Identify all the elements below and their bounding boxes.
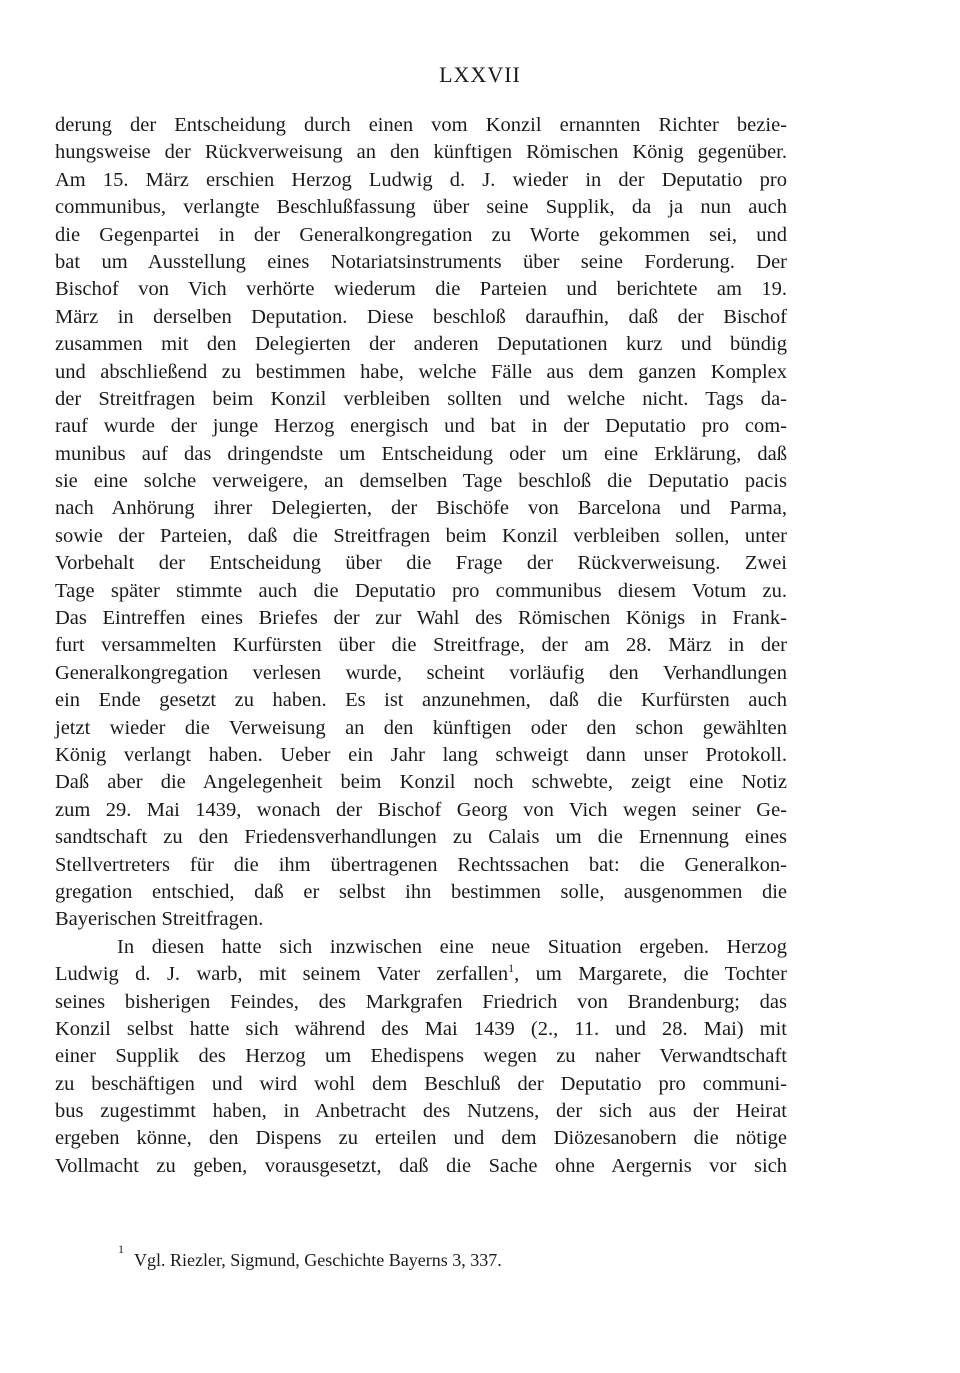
text-line: bat um Ausstellung eines Notariatsinstruments über seine Forderung. Der	[55, 250, 787, 273]
text-fragment: Ludwig d. J. warb, mit seinem Vater zerfallen	[55, 963, 509, 986]
text-line: Vorbehalt der Entscheidung über die Frage der Rückverweisung. Zwei	[55, 552, 787, 575]
text-line: seines bisherigen Feindes, des Markgrafen Friedrich von Brandenburg; das	[55, 990, 787, 1013]
text-line: ein Ende gesetzt zu haben. Es ist anzunehmen, daß die Kurfürsten auch	[55, 689, 787, 712]
text-line: hungsweise der Rückverweisung an den künftigen Römischen König gegenüber.	[55, 141, 787, 164]
text-line: Bischof von Vich verhörte wiederum die Parteien und berichtete am 19.	[55, 278, 787, 301]
text-line: Das Eintreffen eines Briefes der zur Wahl des Römischen Königs in Frank-	[55, 607, 787, 630]
text-line: In diesen hatte sich inzwischen eine neue Situation ergeben. Herzog	[117, 935, 787, 958]
text-line: Tage später stimmte auch die Deputatio pro communibus diesem Votum zu.	[55, 579, 787, 602]
text-line: munibus auf das dringendste um Entscheidung oder um eine Erklärung, daß	[55, 442, 787, 465]
text-line: Generalkongregation verlesen wurde, scheint vorläufig den Verhandlungen	[55, 661, 787, 684]
body-text	[55, 112, 787, 1180]
text-line: die Gegenpartei in der Generalkongregation zu Worte gekommen sei, und	[55, 223, 787, 246]
footnote-marker: 1	[118, 1242, 124, 1256]
text-line: bus zugestimmt haben, in Anbetracht des Nutzens, der sich aus der Heirat	[55, 1100, 787, 1123]
text-line: derung der Entscheidung durch einen vom Konzil ernannten Richter bezie-	[55, 114, 787, 136]
paragraph-2	[55, 934, 787, 1181]
text-line: Am 15. März erschien Herzog Ludwig d. J. wieder in der Deputatio pro	[55, 168, 787, 191]
text-line: ergeben könne, den Dispens zu erteilen und dem Diözesanobern die nötige	[55, 1127, 787, 1150]
text-line: Konzil selbst hatte sich während des Mai 1439 (2., 11. und 28. Mai) mit	[55, 1017, 787, 1040]
text-line: sandtschaft zu den Friedensverhandlungen zu Calais um die Ernennung eines	[55, 826, 787, 849]
text-line: sie eine solche verweigere, an demselben Tage beschloß die Deputatio pacis	[55, 470, 787, 493]
text-line: Stellvertreters für die ihm übertragenen Rechtssachen bat: die Generalkon-	[55, 853, 787, 876]
footnote	[118, 1243, 502, 1272]
text-line: communibus, verlangte Beschlußfassung über seine Supplik, da ja nun auch	[55, 196, 787, 219]
footnote-reference: 1	[508, 961, 515, 976]
text-line: furt versammelten Kurfürsten über die Streitfrage, der am 28. März in der	[55, 634, 787, 657]
text-line: König verlangt haben. Ueber ein Jahr lang schweigt dann unser Protokoll.	[55, 743, 787, 766]
text-fragment: , um Margarete, die Tochter	[514, 963, 787, 986]
text-line: jetzt wieder die Verweisung an den künftigen oder den schon gewählten	[55, 716, 787, 739]
footnote-text: Vgl. Riezler, Sigmund, Geschichte Bayerns 3, 337.	[134, 1250, 502, 1270]
text-line: zu beschäftigen und wird wohl dem Beschluß der Deputatio pro communi-	[55, 1072, 787, 1095]
text-line: zusammen mit den Delegierten der anderen Deputationen kurz und bündig	[55, 333, 787, 356]
text-line: gregation entschied, daß er selbst ihn bestimmen solle, ausgenommen die	[55, 880, 787, 903]
text-line: rauf wurde der junge Herzog energisch und bat in der Deputatio pro com-	[55, 415, 787, 438]
text-line: sowie der Parteien, daß die Streitfragen beim Konzil verbleiben sollen, unter	[55, 524, 787, 547]
text-line: nach Anhörung ihrer Delegierten, der Bischöfe von Barcelona und Parma,	[55, 497, 787, 520]
text-line	[55, 961, 787, 988]
text-line: und abschließend zu bestimmen habe, welche Fälle aus dem ganzen Komplex	[55, 360, 787, 383]
paragraph-1	[55, 112, 787, 934]
text-line: zum 29. Mai 1439, wonach der Bischof Georg von Vich wegen seiner Ge-	[55, 798, 787, 821]
text-line: Vollmacht zu geben, vorausgesetzt, daß die Sache ohne Aergernis vor sich	[55, 1154, 787, 1177]
text-line: März in derselben Deputation. Diese beschloß daraufhin, daß der Bischof	[55, 305, 787, 328]
page-number: LXXVII	[439, 62, 521, 87]
text-line: einer Supplik des Herzog um Ehedispens wegen zu naher Verwandtschaft	[55, 1045, 787, 1068]
text-line: der Streitfragen beim Konzil verbleiben sollten und welche nicht. Tags da-	[55, 387, 787, 410]
text-line: Bayerischen Streitfragen.	[55, 908, 264, 931]
paragraph-2-rest	[55, 989, 787, 1181]
text-line: Daß aber die Angelegenheit beim Konzil noch schwebte, zeigt eine Notiz	[55, 771, 787, 794]
